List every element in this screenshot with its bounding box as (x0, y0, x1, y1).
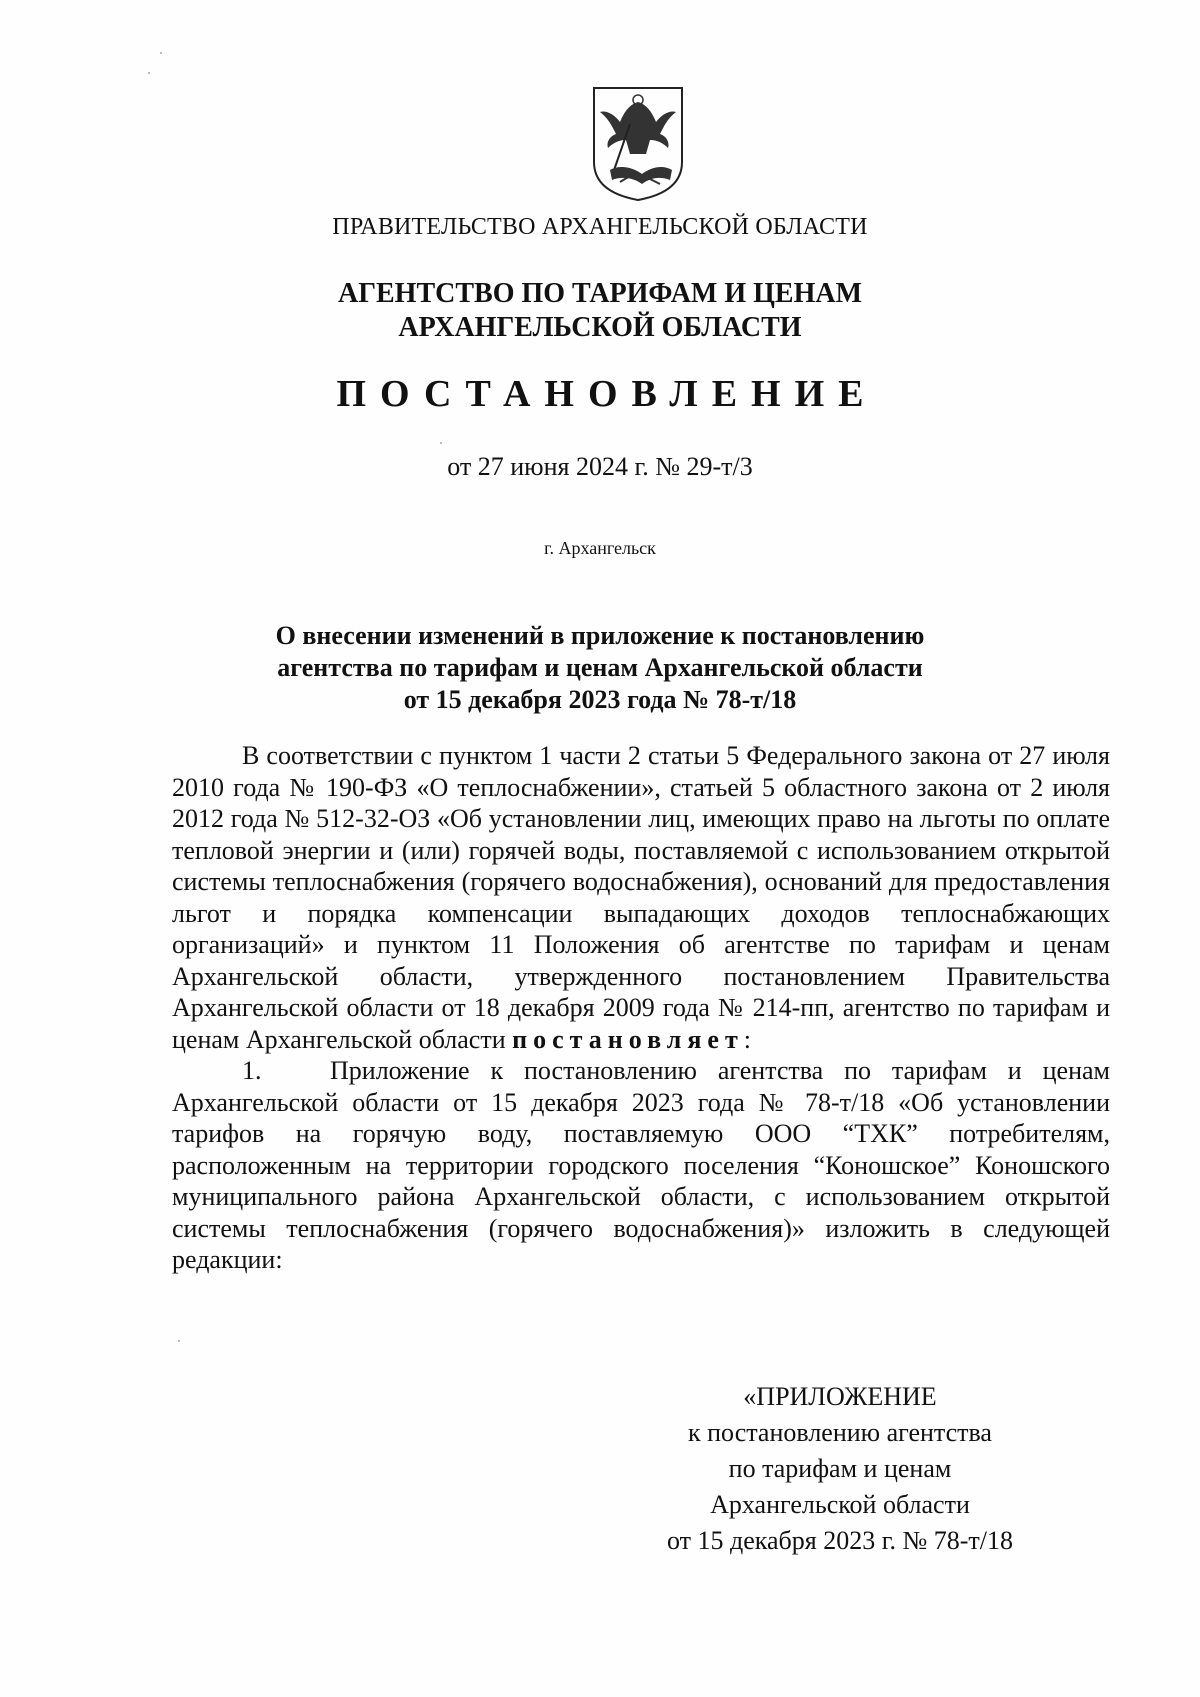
coat-of-arms-icon (590, 84, 686, 204)
appendix-line3: по тарифам и ценам (728, 1454, 952, 1483)
document-city: г. Архангельск (544, 538, 656, 558)
preamble-text: В соответствии с пунктом 1 части 2 статьи 5 Федерального закона от 27 июля 2010 года № 190-ФЗ «О теплоснабжении», статьей 5 областного закона от 2 июля 2012 года № 512-32-ОЗ «Об установлении лиц, имеющих право на льготы по оплате тепловой энергии и (или) горячей воды, поставляемой с использованием открытой системы теплоснабжения (горячего водоснабжения), оснований для предоставления льгот и порядка компенсации выпадающих доходов теплоснабжающих организаций» и пунктом 11 Положения об агентстве по тарифам и ценам Архангельской области, утвержденного постановлением Правительства Архангельской области от 18 декабря 2009 года № 214-пп, агентство по тарифам и ценам Архангельской области (172, 741, 1110, 1054)
item-1-paragraph (172, 1055, 1110, 1276)
document-body (172, 740, 1110, 1276)
document-date-number: от 27 июня 2024 г. № 29-т/3 (447, 452, 753, 481)
scan-speck (178, 1340, 180, 1342)
subject-line2: агентства по тарифам и ценам Архангельской области (277, 653, 923, 682)
scan-speck (160, 52, 162, 54)
appendix-line5: от 15 декабря 2023 г. № 78-т/18 (666, 1526, 1014, 1555)
preamble-paragraph (172, 740, 1110, 1055)
item-1-text: Приложение к постановлению агентства по тарифам и ценам Архангельской области от 15 декабря 2023 года № 78-т/18 «Об установлении тарифов на горячую воду, поставляемую ООО “ТХК” потребителям, расположенным на территории городского поселения “Коношское” Коношского муниципального района Архангельской области, с использованием открытой системы теплоснабжения (горячего водоснабжения)» изложить в следующей редакции: (172, 1056, 1110, 1274)
scan-speck (440, 442, 442, 444)
document-type: ПОСТАНОВЛЕНИЕ (336, 373, 878, 415)
government-name: ПРАВИТЕЛЬСТВО АРХАНГЕЛЬСКОЙ ОБЛАСТИ (332, 214, 868, 240)
agency-name (0, 277, 1200, 345)
document-subject (0, 620, 1200, 716)
resolves-colon: : (743, 1024, 751, 1054)
agency-name-line2: АРХАНГЕЛЬСКОЙ ОБЛАСТИ (398, 312, 802, 343)
resolves-word: постановляет (512, 1024, 744, 1054)
item-1-number: 1. (242, 1056, 262, 1085)
subject-line1: О внесении изменений в приложение к постановлению (275, 621, 925, 650)
scan-speck (148, 72, 150, 74)
agency-name-line1: АГЕНТСТВО ПО ТАРИФАМ И ЦЕНАМ (337, 278, 863, 309)
appendix-line4: Архангельской области (710, 1490, 970, 1519)
appendix-line1: «ПРИЛОЖЕНИЕ (743, 1382, 937, 1411)
appendix-line2: к постановлению агентства (688, 1418, 992, 1447)
appendix-header (640, 1379, 1040, 1559)
subject-line3: от 15 декабря 2023 года № 78-т/18 (403, 685, 797, 714)
